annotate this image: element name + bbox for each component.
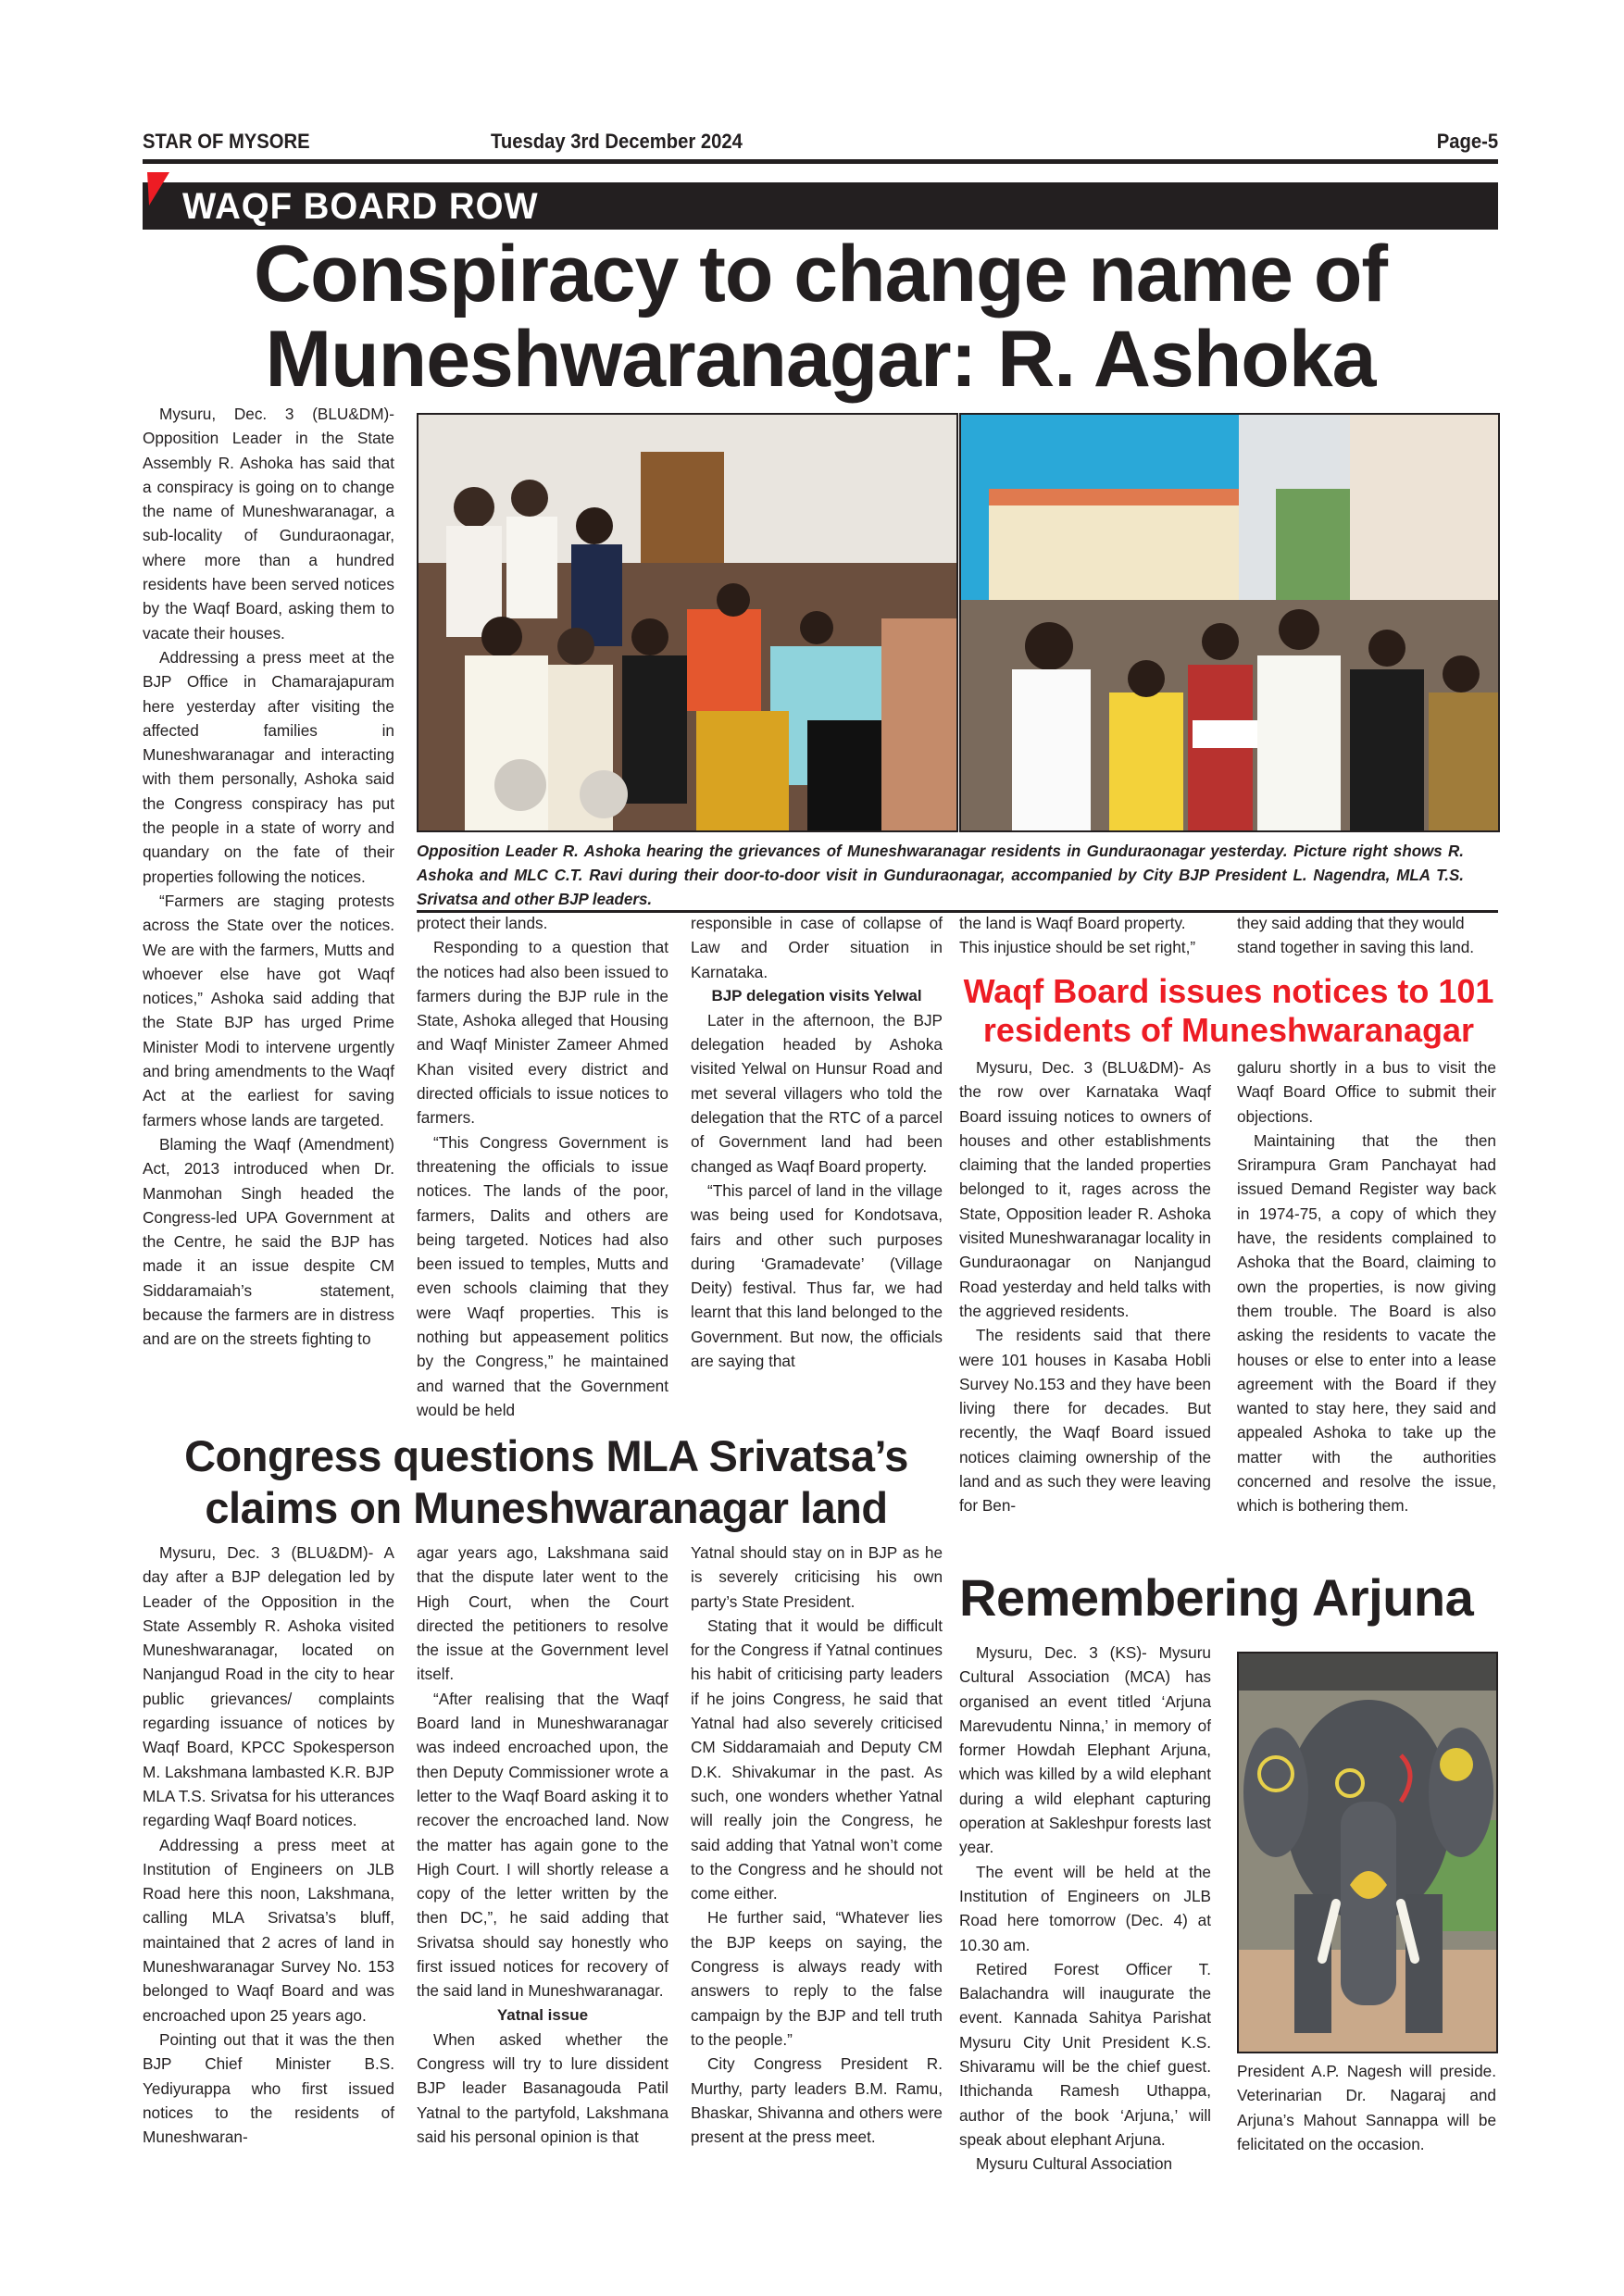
paragraph: Addressing a press meet at the BJP Office in Chamarajapuram here yesterday after visiting the affected families in Muneshwaranagar and interacting with them personally, Ashoka said the Congress conspiracy has put the people in a state of worry and quandary on the fate of their properties following the notices. [143,647,394,886]
paragraph: responsible in case of collapse of Law and Order situation in Karnataka. [691,914,943,981]
paragraph: Stating that it would be difficult for the Congress if Yatnal continues his habit of criticising party leaders if he joins Congress, he said that Yatnal had also severely criticised CM Siddaramaiah and Deputy CM D.K. Shivakumar in the past. As such, one wonders whether Yatnal will really join the Congress, he said adding that Yatnal won’t come to the Congress and he should not come either. [691,1616,943,1903]
paragraph: “After realising that the Waqf Board land in Muneshwaranagar was indeed encroached upon, the then Deputy Commissioner wrote a letter to the Waqf Board asking it to recover the encroached land. Now the matter has again gone to the High Court. I will shortly release a copy of the letter written by the then DC,”, he said adding that Srivatsa should say honestly who first issued notices for recovery of the said land in Muneshwaranagar. [417,1689,668,2001]
paragraph: Maintaining that the then Srirampura Gram Panchayat had issued Demand Register way back in 1974-75, a copy of which they have, the residents complained to Ashoka that the Board, claiming to own the properties, is now giving them trouble. The Board is also asking the residents to vacate the houses or else to enter into a lease agreement with the Board if they wanted to stay here, they said and appealed Ashoka to take up the matter with the authorities concerned and resolve the issue, which is bothering them. [1237,1130,1496,1516]
paragraph: protect their lands. [417,914,548,932]
congress-headline-line1: Congress questions MLA Srivatsa’s [184,1431,908,1480]
arjuna-headline: Remembering Arjuna [959,1568,1474,1627]
congress-story-col2 [417,1541,668,2149]
paragraph: He further said, “Whatever lies the BJP keeps on saying, the Congress is always ready with answers to reply to the false campaign by the BJP and tell truth to the people.” [691,1908,943,2049]
paragraph: galuru shortly in a bus to visit the Waqf Board Office to submit their objections. [1237,1058,1496,1126]
paragraph: “Farmers are staging protests across the State over the notices. We are with the farmers, Mutts and whoever else have got Waqf notices,” Ashoka said adding that the State BJP has urged Prime Minister Modi to intervene urgently and bring amendments to the Waqf Act at the earliest for saving farmers whose lands are targeted. [143,891,394,1129]
paragraph: agar years ago, Lakshmana said that the dispute later went to the High Court, when the Court directed the petitioners to resolve the issue at the Government level itself. [417,1543,668,1684]
paragraph: they said adding that they would stand together in saving this land. [1237,914,1475,957]
main-headline [143,231,1498,402]
paragraph: Mysuru, Dec. 3 (BLU&DM)- As the row over Karnataka Waqf Board issuing notices to owners of houses and other establishments claiming that the landed properties belonged to it, rages across the State, Opposition leader R. Ashoka visited Muneshwaranagar locality in Gunduraonagar on Nanjangud Road yesterday and held talks with the aggrieved residents. [959,1058,1211,1320]
paragraph: President A.P. Nagesh will preside. Veterinarian Dr. Nagaraj and Arjuna’s Mahout Sannappa will be felicitated on the occasion. [1237,2062,1496,2153]
congress-headline-line2: claims on Muneshwaranagar land [205,1483,888,1532]
paragraph: Mysuru, Dec. 3 (KS)- Mysuru Cultural Association (MCA) has organised an event titled ‘Arjuna Marevudentu Ninna,’ in memory of former Howdah Elephant Arjuna, which was killed by a wild elephant during a wild elephant capturing operation at Sakleshpur forests last year. [959,1643,1211,1857]
paragraph: Mysuru, Dec. 3 (BLU&DM)- Opposition Leader in the State Assembly R. Ashoka has said that a conspiracy is going on to change the name of Muneshwaranagar, a sub-locality of Gunduraonagar, where more than a hundred residents have been served notices by the Waqf Board, asking them to vacate their houses. [143,405,394,643]
main-story-col2 [417,911,668,1422]
congress-story-col3 [691,1541,943,2149]
paragraph: Responding to a question that the notices had also been issued to farmers during the BJP rule in the State, Ashoka alleged that Housing and Waqf Minister Zameer Ahmed Khan visited every district and directed officials to issue notices to farmers. [417,938,668,1128]
newspaper-name: STAR OF MYSORE [143,130,310,153]
paragraph: Later in the afternoon, the BJP delegation headed by Ashoka visited Yelwal on Hunsur Road and met several villagers who told the delegation that the RTC of a parcel of Government land had been changed as Waqf Board property. [691,1010,943,1176]
paragraph: Pointing out that it was the then BJP Chief Minister B.S. Yediyurappa who first issued notices to the residents of Muneshwaran- [143,2029,394,2147]
paragraph: Yatnal should stay on in BJP as he is severely criticising his own party’s State President. [691,1543,943,1611]
main-story-col3 [691,911,943,1373]
section-kicker: WAQF BOARD ROW [182,186,539,227]
red-flag-icon [147,172,171,210]
main-headline-line2: Muneshwaranagar: R. Ashoka [265,315,1376,404]
paragraph: “This parcel of land in the village was being used for Kondotsava, fairs and other such purposes during ‘Gramadevate’ (Village Deity) festival. Thus far, we had learnt that this land belonged to the Government. But now, the officials are saying that [691,1180,943,1371]
main-story-col1 [143,402,394,1352]
main-story-col5 [1237,911,1496,960]
arjuna-story-col2 [1237,2059,1496,2156]
page-number: Page-5 [1436,130,1498,153]
photo-caption: Opposition Leader R. Ashoka hearing the grievances of Muneshwaranagar residents in Gunduraonagar yesterday. Picture right shows R. Ashoka and MLC C.T. Ravi during their door-to-door visit in Gunduraonagar, accompanied by City BJP President L. Nagendra, MLA T.S. Srivatsa and other BJP leaders. [417,842,1465,908]
paragraph: Addressing a press meet at Institution of Engineers on JLB Road here this noon, Lakshmana, calling MLA Srivatsa’s bluff, maintained that 2 acres of land in Muneshwaranagar Survey No. 153 belonged to Waqf Board and was encroached upon 25 years ago. [143,1835,394,2025]
paragraph: The residents said that there were 101 houses in Kasaba Hobli Survey No.153 and they have been living there for decades. But recently, the Waqf Board issued notices claiming ownership of the land and as such they were leaving for Ben- [959,1326,1211,1516]
subheading-yatnal-issue: Yatnal issue [496,2005,589,2024]
paragraph: Retired Forest Officer T. Balachandra will inaugurate the event. Kannada Sahitya Parishat Mysuru City Unit President K.S. Shivaramu will be the chief guest. Ithichanda Ramesh Uthappa, author of the book ‘Arjuna,’ will speak about elephant Arjuna. [959,1959,1211,2149]
waqf-notices-col1 [959,1055,1211,1518]
paragraph: Mysuru Cultural Association [976,2154,1173,2174]
masthead [143,128,1498,164]
door-to-door-visit-photo [959,413,1500,832]
ashoka-meeting-residents-photo [417,413,958,832]
paragraph: the land is Waqf Board property. This injustice should be set right,” [959,914,1196,957]
subheading-bjp-delegation: BJP delegation visits Yelwal [711,986,922,1004]
paragraph: When asked whether the Congress will try to lure dissident BJP leader Basanagouda Patil Yatnal to the partyfold, Lakshmana said his personal opinion is that [417,2029,668,2146]
paragraph: “This Congress Government is threatening the officials to issue notices. The lands of the poor, farmers, Dalits and others are being targeted. Notices had also been issued to temples, Mutts and even schools claiming that they were Waqf properties. This is nothing but appeasement politics by the Congress,” he maintained and warned that the Government would be held [417,1132,668,1419]
congress-story-headline [139,1430,954,1534]
paragraph: The event will be held at the Institution of Engineers on JLB Road here tomorrow (Dec. 4) at 10.30 am. [959,1862,1211,1954]
elephant-arjuna-photo [1237,1652,1498,2053]
issue-date: Tuesday 3rd December 2024 [491,130,743,153]
arjuna-story-col1 [959,1641,1211,2177]
paragraph: Blaming the Waqf (Amendment) Act, 2013 introduced when Dr. Manmohan Singh headed the Congress-led UPA Government at the Centre, he said the BJP has made it an issue despite CM Siddaramaiah’s statement, because the farmers are in distress and are on the streets fighting to [143,1134,394,1349]
congress-story-col1 [143,1541,394,2149]
waqf-notices-headline: Waqf Board issues notices to 101 residents of Muneshwaranagar [963,972,1494,1049]
main-headline-line1: Conspiracy to change name of [253,230,1388,318]
waqf-notices-col2 [1237,1055,1496,1518]
main-story-col4 [959,911,1211,960]
paragraph: Mysuru, Dec. 3 (BLU&DM)- A day after a BJP delegation led by Leader of the Opposition in the State Assembly R. Ashoka visited Muneshwaranagar, located on Nanjangud Road in the city to hear public grievances/ complaints regarding issuance of notices by Waqf Board, KPCC Spokesperson M. Lakshmana lambasted K.R. BJP MLA T.S. Srivatsa for his utterances regarding Waqf Board notices. [143,1543,394,1830]
paragraph: City Congress President R. Murthy, party leaders B.M. Ramu, Bhaskar, Shivanna and others were present at the press meet. [691,2054,943,2147]
